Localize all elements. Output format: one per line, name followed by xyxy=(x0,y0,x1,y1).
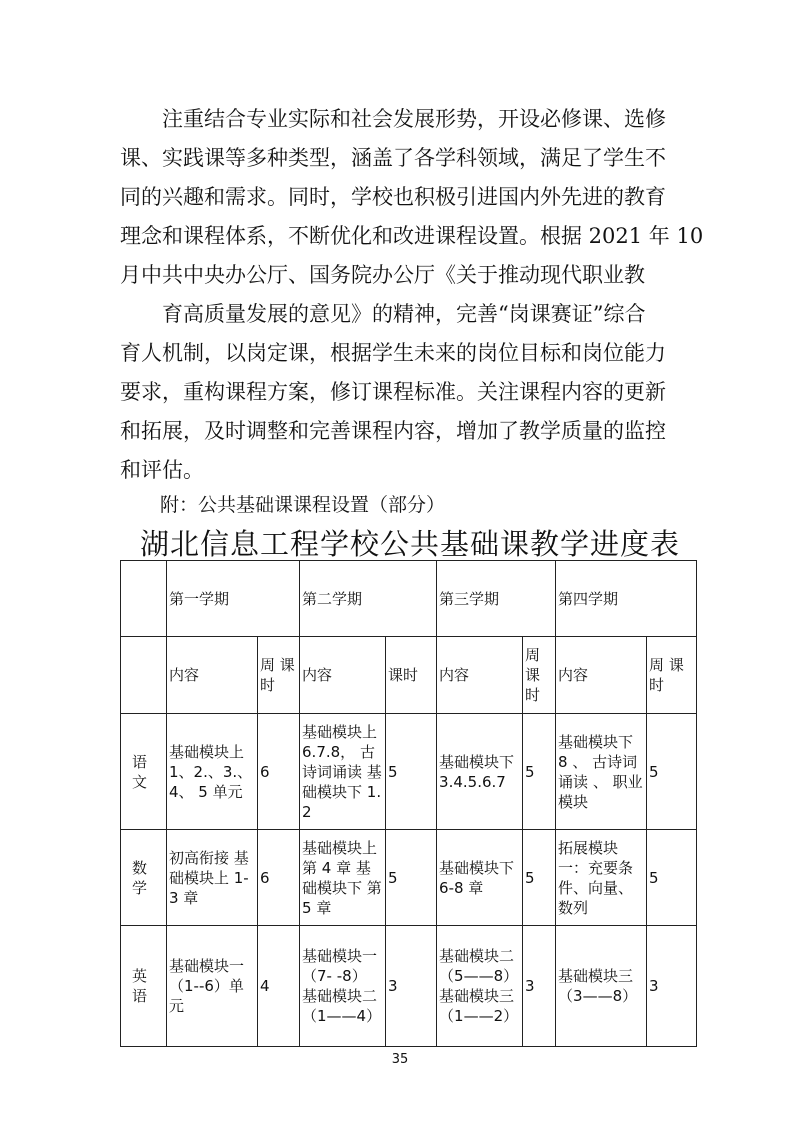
hours-cell: 4 xyxy=(258,926,300,1047)
content-cell: 基础模块三（3——8） xyxy=(556,926,647,1047)
hours-cell: 5 xyxy=(523,714,556,830)
content-cell: 基础模块下 8 、 古诗词诵读 、 职业模块 xyxy=(556,714,647,830)
semester-1-header: 第一学期 xyxy=(167,561,300,637)
paragraph-line: 同的兴趣和需求。同时，学校也积极引进国内外先进的教育 xyxy=(120,185,666,209)
content-header: 内容 xyxy=(167,637,258,714)
hours-header: 周 课时 xyxy=(258,637,300,714)
content-header: 内容 xyxy=(300,637,386,714)
hours-cell: 6 xyxy=(258,830,300,926)
paragraph-line: 注重结合专业实际和社会发展形势，开设必修课、选修 xyxy=(162,107,666,131)
hours-cell: 5 xyxy=(386,714,437,830)
content-cell: 基础模块一（7- -8） 基础模块二（1——4） xyxy=(300,926,386,1047)
appendix-label: 附：公共基础课课程设置（部分） xyxy=(160,494,446,516)
subject-cell: 语文 xyxy=(121,714,167,830)
hours-cell: 5 xyxy=(523,830,556,926)
paragraph-line: 要求，重构课程方案，修订课程标准。关注课程内容的更新 xyxy=(120,380,666,404)
hours-cell: 5 xyxy=(647,830,697,926)
corner-cell xyxy=(121,561,167,637)
hours-header: 课时 xyxy=(386,637,437,714)
hours-cell: 5 xyxy=(386,830,437,926)
paragraph-line: 育人机制，以岗定课，根据学生未来的岗位目标和岗位能力 xyxy=(120,341,666,365)
hours-cell: 5 xyxy=(647,714,697,830)
content-cell: 基础模块下 3.4.5.6.7 xyxy=(437,714,523,830)
paragraph-line: 和拓展，及时调整和完善课程内容，增加了教学质量的监控 xyxy=(120,419,666,443)
semester-2-header: 第二学期 xyxy=(300,561,437,637)
hours-header: 周课时 xyxy=(523,637,556,714)
semester-3-header: 第三学期 xyxy=(437,561,556,637)
hours-cell: 3 xyxy=(647,926,697,1047)
table-row xyxy=(121,830,697,926)
semester-4-header: 第四学期 xyxy=(556,561,697,637)
table-row xyxy=(121,714,697,830)
paragraph-line: 月中共中央办公厅、国务院办公厅《关于推动现代职业教 xyxy=(120,263,645,287)
schedule-table xyxy=(120,560,697,1047)
hours-cell: 3 xyxy=(523,926,556,1047)
content-header: 内容 xyxy=(437,637,523,714)
paragraph-line: 课、实践课等多种类型，涵盖了各学科领域，满足了学生不 xyxy=(120,146,666,170)
table-title: 湖北信息工程学校公共基础课教学进度表 xyxy=(139,527,680,561)
content-cell: 基础模块上 第 4 章 基础模块下 第 5 章 xyxy=(300,830,386,926)
page-number: 35 xyxy=(391,1052,409,1067)
semester-header-row xyxy=(121,561,697,637)
content-cell: 基础模块上 1、2.、3.、4、 5 单元 xyxy=(167,714,258,830)
content-cell: 基础模块上 6.7.8， 古诗词诵读 基础模块下 1.2 xyxy=(300,714,386,830)
body-paragraph-1 xyxy=(120,100,704,295)
content-cell: 初高衔接 基础模块上 1-3 章 xyxy=(167,830,258,926)
content-header: 内容 xyxy=(556,637,647,714)
hours-cell: 3 xyxy=(386,926,437,1047)
paragraph-line: 和评估。 xyxy=(120,458,204,482)
table-row xyxy=(121,926,697,1047)
body-paragraph-2 xyxy=(120,295,700,490)
content-cell: 基础模块二（5——8） 基础模块三（1——2） xyxy=(437,926,523,1047)
content-cell: 拓展模块一：充要条件、向量、数列 xyxy=(556,830,647,926)
content-cell: 基础模块下 6-8 章 xyxy=(437,830,523,926)
content-cell: 基础模块一（1--6）单元 xyxy=(167,926,258,1047)
hours-header: 周 课时 xyxy=(647,637,697,714)
column-header-row xyxy=(121,637,697,714)
blank-cell xyxy=(121,637,167,714)
subject-cell: 英语 xyxy=(121,926,167,1047)
paragraph-line: 育高质量发展的意见》的精神，完善“岗课赛证”综合 xyxy=(162,302,646,326)
paragraph-line: 理念和课程体系，不断优化和改进课程设置。根据 2021 年 10 xyxy=(120,224,704,248)
hours-cell: 6 xyxy=(258,714,300,830)
subject-cell: 数学 xyxy=(121,830,167,926)
